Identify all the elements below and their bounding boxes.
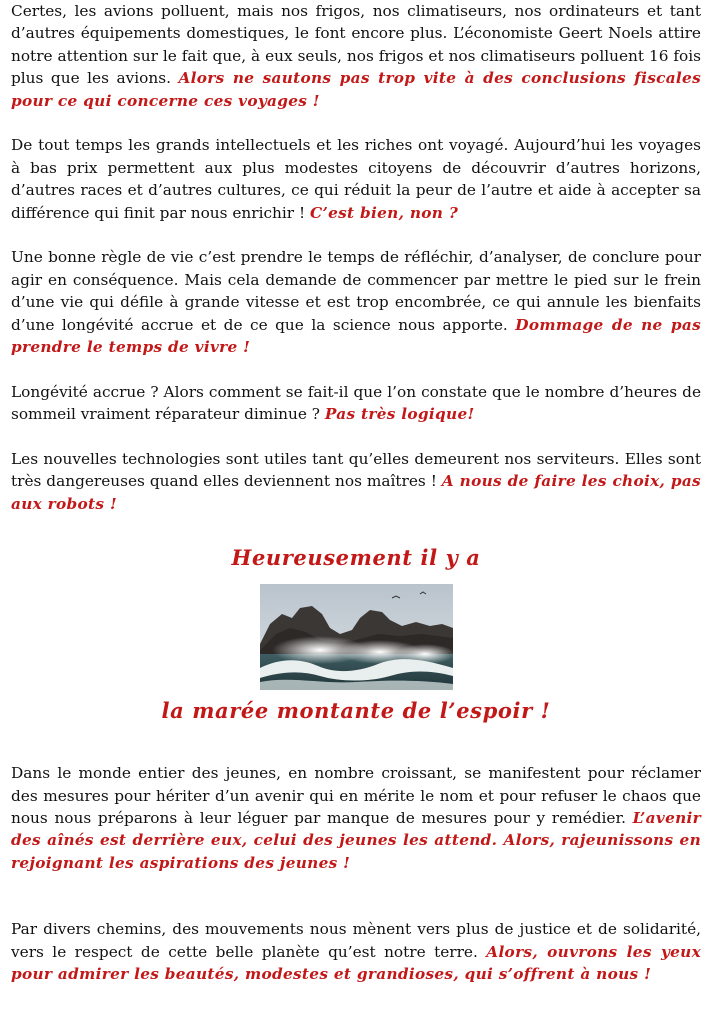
- document-page: [11, 0, 701, 985]
- section-spacer: [11, 722, 701, 762]
- image-container: [11, 584, 701, 690]
- red-comment: L’avenir des aînés est derrière eux, celui des jeunes les attend. Alors, rajeunissons en rejoignant les aspirations des jeunes !: [11, 808, 702, 872]
- paragraph-text: Certes, les avions polluent, mais nos frigos, nos climatiseurs, nos ordinateurs et tant d’autres équipements domestiques, le font encore plus. L’économiste Geert Noels attire notre attention sur le fait que, à eux seuls, nos frigos et nos climatiseurs polluent 16 fois plus que les avions.: [11, 2, 701, 88]
- red-comment: Pas très logique!: [324, 405, 475, 424]
- ocean-wave-photo-icon: [260, 584, 453, 690]
- section-spacer: [11, 570, 701, 584]
- heading-heureusement: Heureusement il y a: [231, 545, 481, 571]
- paragraph-technologies: [11, 448, 701, 515]
- red-comment: Alors ne sautons pas trop vite à des conclusions fiscales pour ce qui concerne ces voyages !: [11, 69, 701, 110]
- paragraph-regle-de-vie: [11, 246, 701, 358]
- paragraph-mouvements: [11, 918, 701, 985]
- paragraph-voyages: [11, 134, 701, 224]
- paragraph-text: Dans le monde entier des jeunes, en nombre croissant, se manifestent pour réclamer des mesures pour hériter d’un avenir qui en mérite le nom et pour refuser le chaos que nous nous préparons à leur léguer par manque de mesures pour y remédier.: [11, 764, 701, 827]
- red-comment: Dommage de ne pas prendre le temps de vivre !: [11, 315, 701, 357]
- red-comment: A nous de faire les choix, pas aux robots !: [11, 472, 701, 513]
- paragraph-text: De tout temps les grands intellectuels et les riches ont voyagé. Aujourd’hui les voyages à bas prix permettent aux plus modestes citoyens de découvrir d’autres horizons, d’autres races et d’autres cultures, ce qui réduit la peur de l’autre et aide à accepter sa différence qui finit par nous enrichir !: [11, 136, 701, 222]
- paragraph-longevite: [11, 381, 701, 426]
- section-spacer: [11, 874, 701, 918]
- paragraph-text: Par divers chemins, des mouvements nous mènent vers plus de justice et de solidarité, vers le respect de cette belle planète qu’est notre terre.: [11, 920, 701, 961]
- paragraph-text: Les nouvelles technologies sont utiles tant qu’elles demeurent nos serviteurs. Elles sont très dangereuses quand elles deviennent nos maîtres !: [11, 450, 701, 491]
- red-comment: C’est bien, non ?: [310, 203, 459, 222]
- paragraph-spacer: [11, 224, 701, 246]
- paragraph-text: Une bonne règle de vie c’est prendre le temps de réfléchir, d’analyser, de conclure pour agir en conséquence. Mais cela demande de commencer par mettre le pied sur le frein d’une vie qui défile à grande vitesse et est trop encombrée, ce qui annule les bienfaits d’une longévité accrue et de ce que la science nous apporte.: [11, 248, 701, 334]
- paragraph-spacer: [11, 358, 701, 380]
- heading-maree-montante: la marée montante de l’espoir !: [161, 697, 551, 723]
- paragraph-spacer: [11, 426, 701, 448]
- paragraph-text: Longévité accrue ? Alors comment se fait-il que l’on constate que le nombre d’heures de sommeil vraiment réparateur diminue ?: [11, 382, 701, 424]
- red-comment: Alors, ouvrons les yeux pour admirer les beautés, modestes et grandioses, qui s’offrent à nous !: [11, 942, 702, 983]
- section-spacer: [11, 515, 701, 547]
- paragraph-jeunes: [11, 762, 701, 874]
- paragraph-spacer: [11, 112, 701, 134]
- paragraph-avions: [11, 0, 701, 112]
